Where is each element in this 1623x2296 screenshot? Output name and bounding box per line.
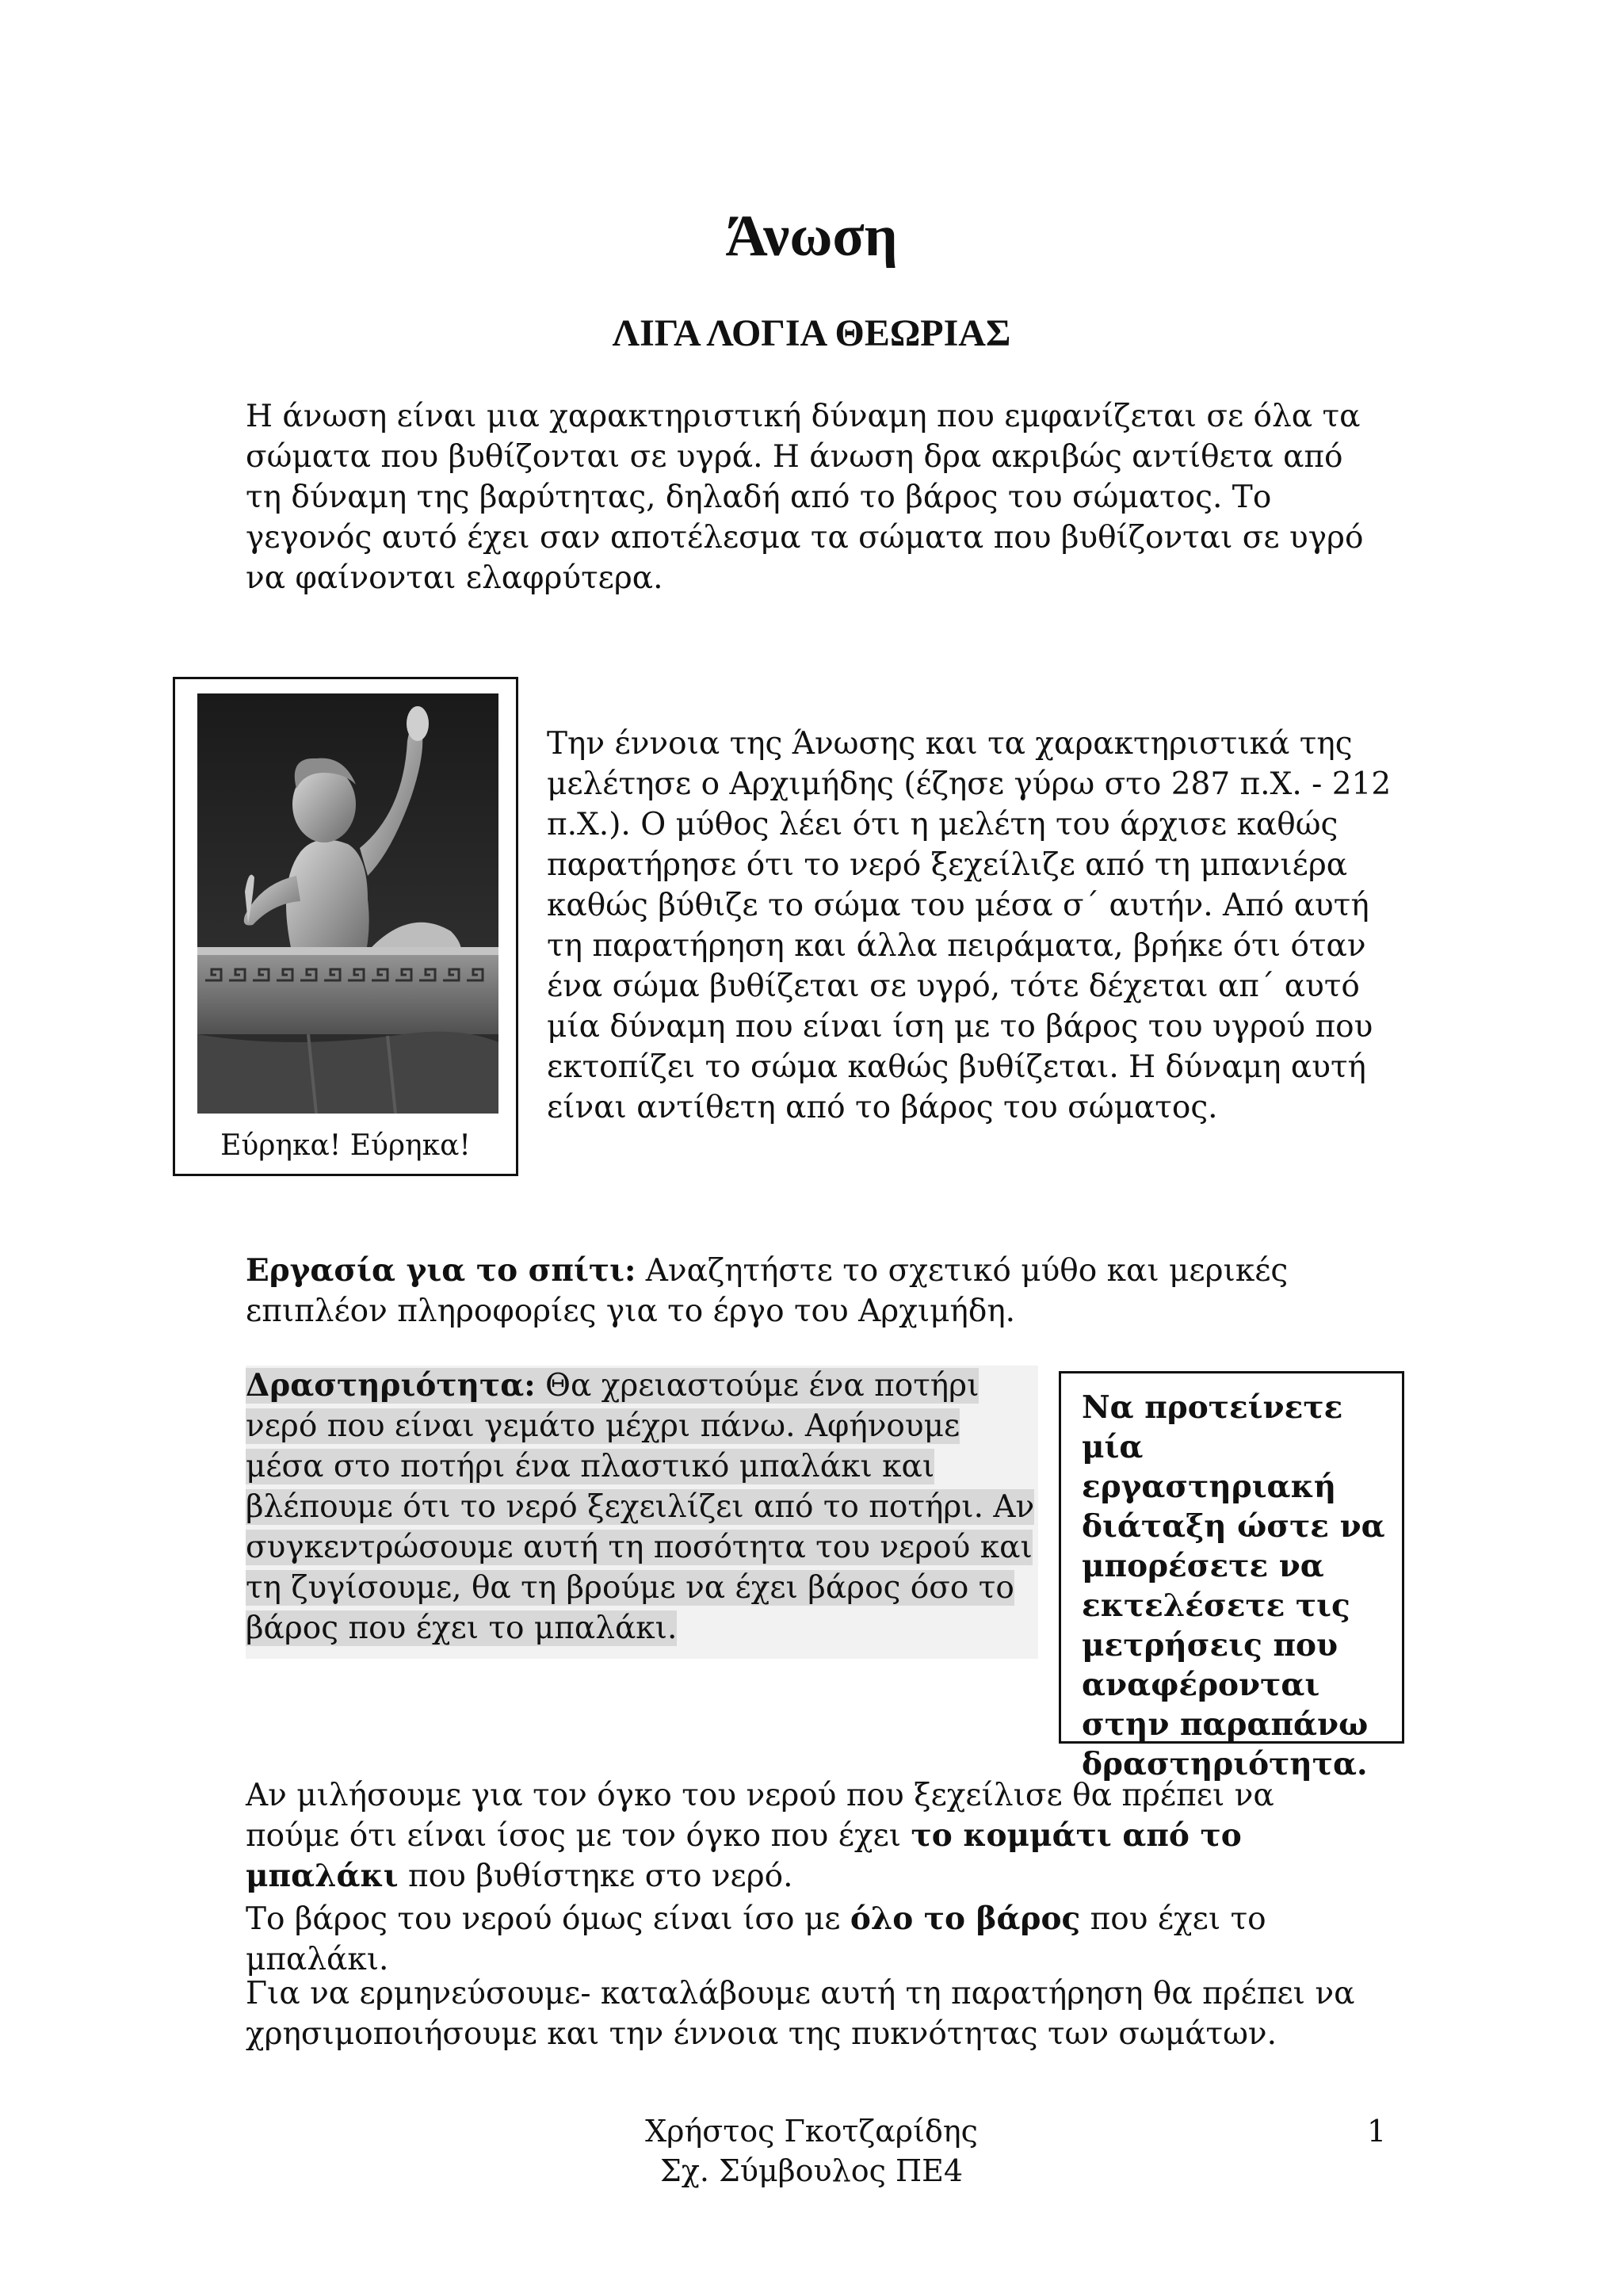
volume-emphasis: το κομμάτι από το μπαλάκι bbox=[246, 1817, 1242, 1894]
weight-text-end: που έχει το μπαλάκι. bbox=[246, 1901, 1266, 1977]
activity-block bbox=[246, 1366, 1038, 1659]
weight-text-start: Το βάρος του νερού όμως είναι ίσο με bbox=[246, 1901, 850, 1937]
activity-label: Δραστηριότητα: bbox=[246, 1367, 536, 1404]
volume-paragraph bbox=[246, 1775, 1371, 1897]
homework-label: Εργασία για το σπίτι: bbox=[246, 1252, 636, 1289]
section-heading: ΛΙΓΑ ΛΟΓΙΑ ΘΕΩΡΙΑΣ bbox=[612, 312, 1011, 354]
footer-author: Χρήστος Γκοτζαρίδης bbox=[645, 2114, 978, 2149]
archimedes-figure bbox=[173, 677, 518, 1176]
activity-text: Θα χρειαστούμε ένα ποτήρι νερό που είναι γεμάτο μέχρι πάνω. Αφήνουμε μέσα στο ποτήρι ένα πλαστικό μπαλάκι και βλέπουμε ότι το νερό ξεχειλίζει από το ποτήρι. Αν συγκεντρώσουμε αυτή τη ποσότητα του νερού και τη ζυγίσουμε, θα τη βρούμε να έχει βάρος όσο το βάρος που έχει το μπαλάκι. bbox=[246, 1368, 1035, 1646]
proposal-box bbox=[1059, 1371, 1404, 1782]
weight-emphasis: όλο το βάρος bbox=[850, 1901, 1081, 1937]
intro-paragraph: Η άνωση είναι μια χαρακτηριστική δύναμη που εμφανίζεται σε όλα τα σώματα που βυθίζονται σε υγρά. Η άνωση δρα ακριβώς αντίθετα από τη δύναμη της βαρύτητας, δηλαδή από το βάρος του σώματος. Το γεγονός αυτό έχει σαν αποτέλεσμα τα σώματα που βυθίζονται σε υγρό να φαίνονται ελαφρύτερα. bbox=[246, 399, 1364, 596]
proposal-text: Να προτείνετε μία εργαστηριακή διάταξη ώστε να μπορέσετε να εκτελέσετε τις μετρήσεις που αναφέρονται στην παραπάνω δραστηριότητα. bbox=[1082, 1389, 1385, 1782]
volume-text-end: που βυθίστηκε στο νερό. bbox=[398, 1859, 793, 1894]
archimedes-paragraph: Την έννοια της Άνωσης και τα χαρακτηριστικά της μελέτησε ο Αρχιμήδης (έζησε γύρω στο 287 π.Χ. - 212 π.Χ.). Ο μύθος λέει ότι η μελέτη του άρχισε καθώς παρατήρησε ότι το νερό ξεχείλιζε από τη μπανιέρα καθώς βύθιζε το σώμα του μέσα σ΄ αυτήν. Από αυτή τη παρατήρηση και άλλα πειράματα, βρήκε ότι όταν ένα σώμα βυθίζεται σε υγρό, τότε δέχεται απ΄ αυτό μία δύναμη που είναι ίση με το βάρος του υγρού που εκτοπίζει το σώμα καθώς βυθίζεται. Η δύναμη αυτή είναι αντίθετη από το βάρος του σώματος. bbox=[547, 726, 1392, 1125]
page-title: Άνωση bbox=[725, 204, 898, 269]
density-paragraph: Για να ερμηνεύσουμε- καταλάβουμε αυτή τη παρατήρηση θα πρέπει να χρησιμοποιήσουμε και την έννοια της πυκνότητας των σωμάτων. bbox=[246, 1976, 1355, 2052]
weight-paragraph bbox=[246, 1899, 1371, 1980]
volume-text-start: Αν μιλήσουμε για τον όγκο του νερού που ξεχείλισε θα πρέπει να πούμε ότι είναι ίσος με τον όγκο που έχει bbox=[246, 1778, 1274, 1854]
footer-role: Σχ. Σύμβουλος ΠΕ4 bbox=[659, 2153, 964, 2188]
archimedes-bath-illustration bbox=[197, 693, 498, 1114]
page-number: 1 bbox=[1367, 2114, 1387, 2149]
homework-paragraph bbox=[246, 1251, 1371, 1331]
homework-text: Αναζητήστε το σχετικό μύθο και μερικές επιπλέον πληροφορίες για το έργο του Αρχιμήδη. bbox=[246, 1253, 1289, 1329]
figure-caption: Εύρηκα! Εύρηκα! bbox=[220, 1129, 471, 1162]
